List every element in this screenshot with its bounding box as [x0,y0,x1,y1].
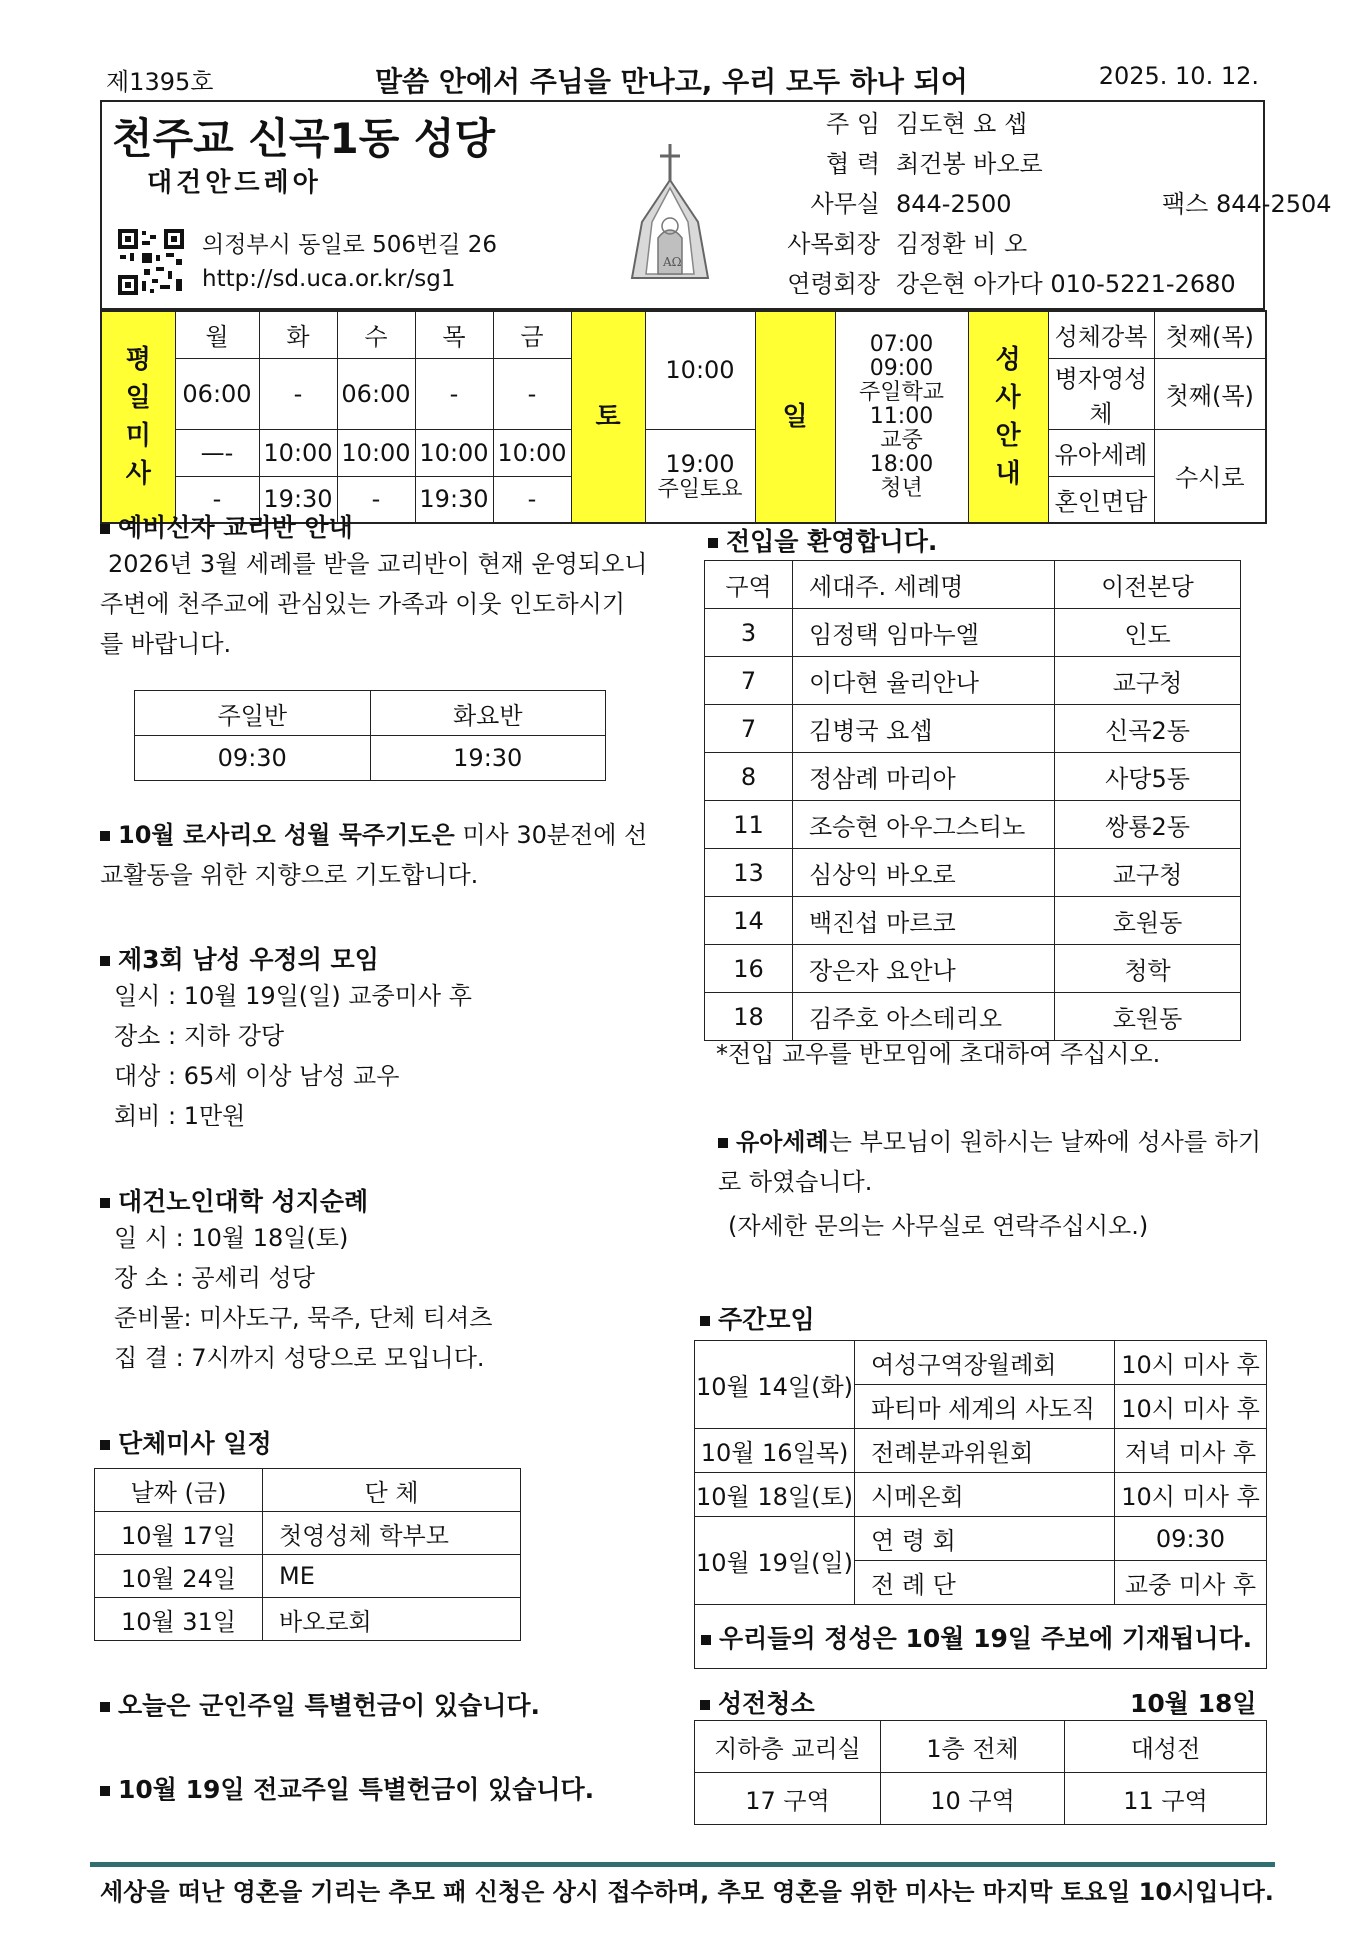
cleaning-title: 성전청소 [700,1684,815,1720]
sacrament-when: 수시로 [1154,429,1266,523]
parish-header [100,100,1332,310]
fax-number: 팩스 844-2504 [1162,190,1332,218]
sunday-note-4: 청년 [880,476,923,501]
bullet-icon [100,1440,110,1450]
weekly-meetings-title: 주간모임 [700,1300,815,1336]
day-wed: 수 [337,311,415,358]
table-cell: 10월 31일 [95,1598,263,1641]
welcome-note: *전입 교우를 반모임에 초대하여 주십시오. [716,1040,1161,1068]
infant-baptism-title: 유아세례 [736,1128,829,1156]
detail-line: 장 소 : 공세리 성당 [114,1264,315,1292]
elder-head: 강은현 아가다 010-5221-2680 [896,270,1236,298]
sunday-note-2: 주일학교 [858,380,944,405]
saturday-note: 주일토요 [657,476,743,502]
saturday-time-2: 19:00 [665,449,735,478]
pastor-name: 김도현 요 셉 [896,110,1028,138]
sunday-time-1: 07:00 [869,332,934,357]
table-header: 1층 전체 [881,1721,1065,1773]
meeting-time: 교중 미사 후 [1115,1561,1267,1605]
pilgrimage-details [114,1218,492,1378]
meeting-time: 09:30 [1115,1517,1267,1561]
mass-time: - [259,358,337,429]
meeting-date: 10월 19일(일) [695,1517,855,1605]
mass-schedule-table [100,310,1267,524]
table-header: 구역 [705,561,793,609]
infant-baptism-body: 는 부모님이 원하시는 날짜에 성사를 하기로 하였습니다. [718,1128,1262,1196]
staff-list [782,104,1332,304]
table-row: 16 장은자 요안나 청학 [705,945,1241,993]
bullet-icon [708,538,718,548]
table-cell: 10 구역 [881,1773,1065,1825]
catechumen-body: 2026년 3월 세례를 받을 교리반이 현재 운영되오니 주변에 천주교에 관심있는 가족과 이웃 인도하시기를 바랍니다. [100,550,648,658]
catechumen-title: 예비신자 교리반 안내 [100,508,353,544]
day-fri: 금 [493,311,571,358]
table-row: 18 김주호 아스테리오 호원동 [705,993,1241,1041]
bullet-icon [100,1786,110,1796]
meeting-name: 여성구역장월례회 [855,1341,1115,1385]
table-row: 7 김병국 요셉 신곡2동 [705,705,1241,753]
meeting-name: 시메온회 [855,1473,1115,1517]
meeting-date: 10월 16일목) [695,1429,855,1473]
meeting-time: 10시 미사 후 [1115,1473,1267,1517]
bulletin-date: 2025. 10. 12. [1098,62,1259,90]
sacrament-when: 첫째(목) [1154,311,1266,358]
cleaning-table [694,1720,1267,1825]
meeting-time: 저녁 미사 후 [1115,1429,1267,1473]
day-tue: 화 [259,311,337,358]
council-head: 김정환 비 오 [896,230,1028,258]
office-label: 사무실 [810,190,880,218]
table-header: 단 체 [263,1469,521,1512]
mass-time: - [175,476,259,523]
bullet-icon [100,956,110,966]
offering-notice: 우리들의 정성은 10월 19일 주보에 기재됩니다. [695,1605,1267,1669]
parish-patron: 대건안드레아 [147,168,322,198]
mass-time: 06:00 [337,358,415,429]
day-mon: 월 [175,311,259,358]
bullet-icon [100,831,110,841]
table-row: 11 조승현 아우그스티노 쌍룡2동 [705,801,1241,849]
office-phone: 844-2500 [896,190,1012,218]
meeting-time: 10시 미사 후 [1115,1385,1267,1429]
group-mass-table [94,1468,521,1641]
table-row: 7 이다현 율리안나 교구청 [705,657,1241,705]
weekly-meetings-table [694,1340,1267,1669]
detail-line: 일 시 : 10월 18일(토) [114,1224,349,1252]
table-header: 세대주. 세례명 [793,561,1055,609]
table-row: 3 임정택 임마누엘 인도 [705,609,1241,657]
bullet-icon [718,1138,728,1148]
meeting-name: 전 례 단 [855,1561,1115,1605]
group-mass-title: 단체미사 일정 [100,1424,272,1460]
bullet-icon [700,1316,710,1326]
table-cell: 10월 24일 [95,1555,263,1598]
sunday-time-2: 09:00 [869,356,934,381]
notice-military-sunday: 오늘은 군인주일 특별헌금이 있습니다. [100,1686,540,1722]
elder-label: 연령회장 [787,270,880,298]
welcome-table [704,560,1241,1041]
rosary-body: 미사 30분전에 선교활동을 위한 지향으로 기도합니다. [100,821,648,889]
men-meeting-details [114,976,472,1136]
infant-baptism-note: (자세한 문의는 사무실로 연락주십시오.) [728,1212,1149,1240]
mass-time: 19:30 [415,476,493,523]
top-line [100,62,1265,98]
mass-time: 19:30 [259,476,337,523]
table-cell: 19:30 [370,736,606,781]
sunday-label: 일 [755,311,835,523]
mass-time: 06:00 [175,358,259,429]
mass-time: 10:00 [415,429,493,476]
meeting-date: 10월 18일(토) [695,1473,855,1517]
table-header: 이전본당 [1055,561,1241,609]
table-cell: 바오로회 [263,1598,521,1641]
infant-baptism-notice [718,1122,1266,1202]
meeting-name: 연 령 회 [855,1517,1115,1561]
meeting-time: 10시 미사 후 [1115,1341,1267,1385]
meeting-name: 파티마 세계의 사도직 [855,1385,1115,1429]
saturday-time-1: 10:00 [645,311,755,429]
parish-url[interactable]: http://sd.uca.or.kr/sg1 [202,266,456,292]
council-label: 사목회장 [787,230,880,258]
detail-line: 집 결 : 7시까지 성당으로 모입니다. [114,1344,485,1372]
sacrament-name: 병자영성체 [1048,358,1154,429]
table-header: 지하층 교리실 [695,1721,881,1773]
pastor-label: 주 임 [826,110,880,138]
mass-time: - [337,476,415,523]
issue-number: 제1395호 [106,68,214,96]
detail-line: 회비 : 1만원 [114,1102,246,1130]
assistant-name: 최건봉 바오로 [896,150,1043,178]
men-meeting-title: 제3회 남성 우정의 모임 [100,940,379,976]
pilgrimage-title: 대건노인대학 성지순례 [100,1182,368,1218]
saturday-label: 토 [571,311,645,523]
rosary-title: 10월 로사리오 성월 묵주기도은 [118,821,455,849]
table-header: 대성전 [1065,1721,1267,1773]
footer-divider [90,1862,1275,1867]
sacrament-name: 혼인면담 [1048,476,1154,523]
sacrament-when: 첫째(목) [1154,358,1266,429]
parish-address: 의정부시 동일로 506번길 26 [202,232,498,258]
qr-code-icon[interactable] [116,227,186,297]
mass-time: 10:00 [493,429,571,476]
mass-time: - [415,358,493,429]
mass-time: - [493,476,571,523]
memorial-notice: 세상을 떠난 영혼을 기리는 추모 패 신청은 상시 접수하며, 추모 영혼을 위한 미사는 마지막 토요일 10시입니다. [100,1878,1274,1906]
church-logo-icon [622,142,718,282]
table-row: 13 심상익 바오로 교구청 [705,849,1241,897]
meeting-name: 전례분과위원회 [855,1429,1115,1473]
bullet-icon [100,1702,110,1712]
meeting-date: 10월 14일(화) [695,1341,855,1429]
saturday-evening [645,429,755,523]
table-cell: ME [263,1555,521,1598]
sunday-note-3: 교중 [880,428,923,453]
table-cell: 11 구역 [1065,1773,1267,1825]
table-cell: 09:30 [135,736,371,781]
bullet-icon [100,524,110,534]
table-header: 화요반 [370,691,606,736]
table-cell: 첫영성체 학부모 [263,1512,521,1555]
detail-line: 대상 : 65세 이상 남성 교우 [114,1062,400,1090]
assistant-label: 협 력 [826,150,880,178]
sunday-time-3: 11:00 [869,404,934,429]
day-thu: 목 [415,311,493,358]
table-header: 주일반 [135,691,371,736]
motto: 말씀 안에서 주님을 만나고, 우리 모두 하나 되어 [375,65,968,98]
rosary-notice [100,815,648,895]
notice-mission-sunday: 10월 19일 전교주일 특별헌금이 있습니다. [100,1770,594,1806]
detail-line: 준비물: 미사도구, 묵주, 단체 티셔츠 [114,1304,493,1332]
sacrament-name: 성체강복 [1048,311,1154,358]
table-cell: 10월 17일 [95,1512,263,1555]
table-row: 8 정삼례 마리아 사당5동 [705,753,1241,801]
bullet-icon [700,1700,710,1710]
weekday-mass-label: 평 일 미 사 [101,311,175,523]
sacrament-name: 유아세례 [1048,429,1154,476]
mass-time: - [493,358,571,429]
parish-contact [202,228,497,296]
svg-text:AΩ: AΩ [663,255,682,269]
sacrament-guide-label: 성 사 안 내 [968,311,1048,523]
mass-time: —- [175,429,259,476]
welcome-title: 전입을 환영합니다. [708,522,937,558]
table-row: 14 백진섭 마르코 호원동 [705,897,1241,945]
mass-time: 10:00 [337,429,415,476]
mass-time: 10:00 [259,429,337,476]
bullet-icon [701,1635,711,1645]
bullet-icon [100,1198,110,1208]
catechumen-table [134,690,606,781]
detail-line: 일시 : 10월 19일(일) 교중미사 후 [114,982,472,1010]
detail-line: 장소 : 지하 강당 [114,1022,285,1050]
sunday-time-4: 18:00 [869,452,934,477]
sunday-times [835,311,968,523]
cleaning-date: 10월 18일 [1130,1689,1257,1718]
table-cell: 17 구역 [695,1773,881,1825]
parish-name: 천주교 신곡1동 성당 [112,114,496,163]
table-header: 날짜 (금) [95,1469,263,1512]
